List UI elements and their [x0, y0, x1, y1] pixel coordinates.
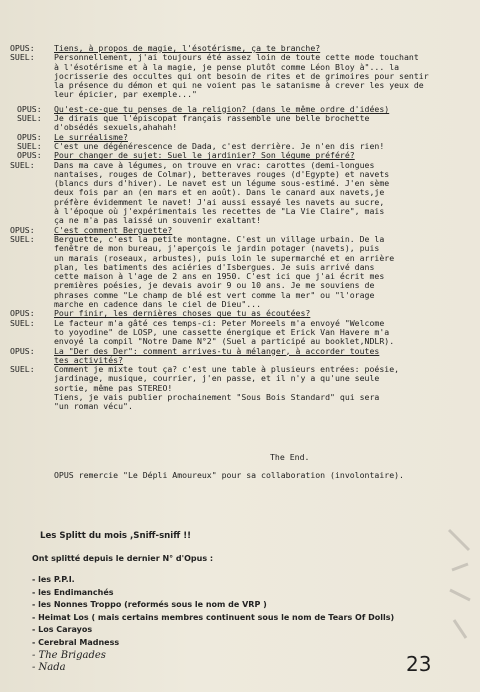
- speaker-label: SUEL:: [10, 364, 35, 375]
- split-group-item: - Cerebral Madness: [32, 637, 120, 647]
- splits-intro: Ont splitté depuis le dernier N° d'Opus :: [32, 554, 214, 563]
- answer-entry: [10, 235, 472, 309]
- speaker-label: OPUS:: [17, 103, 42, 114]
- question-text: Pour finir, les dernières choses que tu as écoutées?: [54, 308, 311, 319]
- question-text: Le surréalisme?: [54, 131, 128, 142]
- page-number: 23: [406, 652, 432, 676]
- speaker-label: SUEL:: [10, 317, 35, 328]
- split-group-item: - les Endimanchés: [32, 587, 114, 597]
- answer-text: Dans ma cave à légumes, on trouve en vrac: carottes (demi-longues nantaises, rouges de Colmar), betteraves rouges (d'Egypte) et navets (blancs durs d'hiver). Le navet est un légume sous-estimé. J'en sème deux fois par an (en mars et en août). Dans le canard aux navets,je préfère évidemment le navet! J'ai aussi essayé les navets au sucre, à l'époque où j'expérimentais les recettes de "La Vie Claire", mais ça ne m'a pas laissé un souvenir exaltant!: [54, 159, 390, 226]
- answer-text: Je dirais que l'épiscopat français rassemble une belle brochette d'obsédés sexuels,ahahah!: [54, 113, 370, 133]
- split-group-item: - Nada: [32, 662, 66, 674]
- question-text: Qu'est-ce-que tu penses de la religion? (dans le même ordre d'idées): [54, 103, 390, 114]
- answer-text: C'est une dégénérescence de Dada, c'est derrière. Je n'en dis rien!: [54, 140, 385, 151]
- speaker-label: SUEL:: [17, 113, 42, 124]
- speaker-label: OPUS:: [17, 131, 42, 142]
- question-text: La "Der des Der": comment arrives-tu à mélanger, à accorder toutes tes activités?: [54, 345, 380, 365]
- speaker-label: OPUS:: [10, 43, 35, 53]
- speaker-label: OPUS:: [17, 150, 42, 161]
- the-end-text: The End.: [270, 452, 310, 462]
- split-group-item: - les Nonnes Troppo (reformés sous le nom de VRP ): [32, 600, 267, 610]
- answer-text: Berguette, c'est la petite montagne. C'est un village urbain. De la fenêtre de mon bureau, j'aperçois le jardin potager (navets), puis un marais (roseaux, arbustes), puis loin le supermarché et en arrière plan, les batiments des aciéries d'Isbergues. Je suis arrivé dans cette maison à l'age de 2 ans en 1950. C'est ici que j'ai écrit mes premières poésies, je devais avoir 9 ou 10 ans. Je me souviens de phrases comme "Le champ de blé est vert comme la mer" ou "l'orage marche en cadence dans le ciel de Dieu"...: [54, 233, 395, 310]
- interview-text: [10, 44, 472, 412]
- splits-section-title: Les Splitt du mois ,Sniff-sniff !!: [40, 531, 192, 541]
- question-text: Tiens, à propos de magie, l'ésotérisme, ça te branche?: [54, 43, 321, 53]
- speaker-label: OPUS:: [10, 308, 35, 319]
- answer-entry: [10, 319, 472, 347]
- speaker-label: SUEL:: [10, 52, 35, 63]
- speaker-label: OPUS:: [10, 345, 35, 356]
- thanks-note: OPUS remercie "Le Dépli Amoureux" pour sa collaboration (involontaire).: [54, 470, 404, 480]
- question-text: C'est comment Berguette?: [54, 224, 173, 235]
- speaker-label: SUEL:: [17, 140, 42, 151]
- question-text: Pour changer de sujet: Suel le jardinier? Son légume préféré?: [54, 150, 355, 161]
- speaker-label: OPUS:: [10, 224, 35, 235]
- question-entry: [10, 347, 472, 366]
- speaker-label: SUEL:: [10, 159, 35, 170]
- margin-decoration: [444, 520, 474, 650]
- split-group-item: - The Brigades: [32, 649, 106, 661]
- split-group-item: - les P.P.I.: [32, 575, 75, 584]
- answer-entry: [10, 365, 472, 411]
- split-group-item: - Heimat Los ( mais certains membres continuent sous le nom de Tears Of Dolls): [32, 612, 395, 622]
- answer-text: Le facteur m'a gâté ces temps-ci: Peter Moreels m'a envoyé "Welcome to yoyodine" de LOSP, une cassette énergique et Erick Van Havere m'a envoyé la compil "Notre Dame N°2" (Suel a participé au booklet,NDLR).: [54, 317, 395, 347]
- split-groups-list: [32, 574, 394, 675]
- split-group-item: - Los Carayos: [32, 625, 93, 635]
- speaker-label: SUEL:: [10, 233, 35, 244]
- answer-text: Personnellement, j'ai toujours été assez loin de toute cette mode touchant à l'ésotérisme et à la magie, je pense plutôt comme Léon Bloy à"... la jocrisserie des occultes qui ont besoin de rites et de grimoires pour sentir la présence du démon et qui ne voient pas le satanisme à crever les yeux de leur épicier, par exemple...": [54, 52, 429, 100]
- answer-entry: [10, 161, 472, 226]
- answer-text: Comment je mixte tout ça? c'est une table à plusieurs entrées: poésie, jardinage, musique, courrier, j'en passe, et il n'y a qu'une seule sortie, même pas STEREO! Tiens, je vais publier prochainement "Sous Bois Standard" qui sera "un roman vécu".: [54, 364, 400, 412]
- answer-entry: [10, 53, 472, 99]
- answer-entry: [10, 114, 472, 133]
